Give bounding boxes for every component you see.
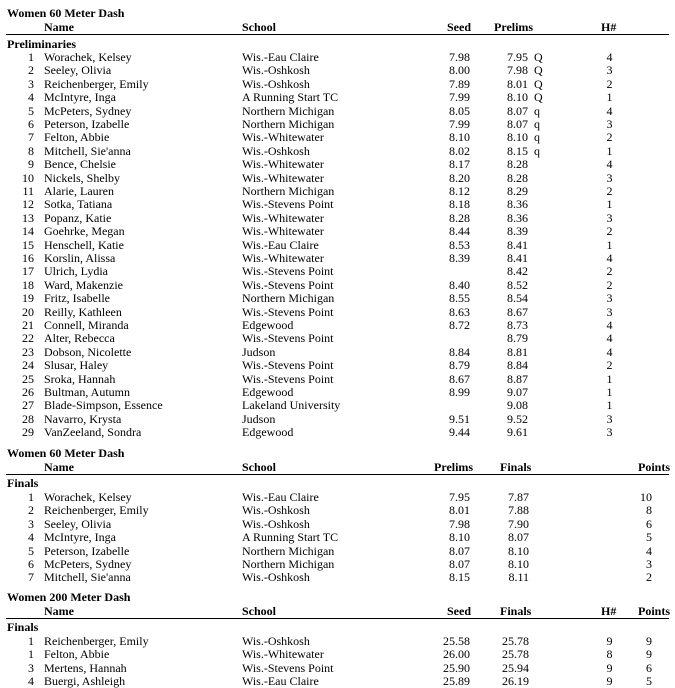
place-cell: 12 (22, 197, 34, 212)
school-name: Wis.-Whitewater (242, 170, 324, 185)
seed-time: 8.12 (449, 184, 470, 198)
school-name: Wis.-Eau Claire (242, 490, 319, 504)
prelim-time: 8.29 (507, 184, 528, 198)
school-name: Edgewood (242, 385, 294, 399)
place-cell: 29 (22, 425, 34, 440)
athlete-name: Slusar, Haley (44, 358, 109, 373)
school-name: Wis.-Stevens Point (242, 304, 334, 319)
prelim-time: 8.07 (449, 543, 470, 558)
heat-number: 2 (606, 358, 613, 373)
seed-time: 7.99 (449, 117, 470, 131)
final-time: 8.10 (508, 557, 529, 571)
points-cell: 8 (646, 503, 652, 518)
prelim-time: 8.81 (507, 344, 528, 359)
seed-time: 8.10 (449, 130, 470, 145)
col-header-points: Points (638, 604, 671, 618)
seed-time: 8.67 (449, 371, 470, 386)
prelim-time: 8.54 (507, 291, 528, 306)
prelim-time: 8.01 (449, 503, 470, 518)
heat-number: 1 (606, 197, 613, 212)
heat-number: 4 (606, 251, 613, 265)
seed-time: 8.20 (449, 170, 470, 185)
seed-time: 8.84 (449, 344, 470, 359)
heat-number: 1 (606, 371, 613, 386)
athlete-name: Alarie, Lauren (44, 184, 114, 198)
school-name: Wis.-Stevens Point (242, 371, 334, 386)
seed-time: 8.17 (449, 157, 470, 172)
heat-number: 2 (606, 76, 613, 91)
school-name: Wis.-Oshkosh (242, 570, 310, 585)
school-name: Northern Michigan (242, 543, 335, 558)
heat-number: 3 (606, 291, 613, 306)
seed-time: 8.53 (449, 237, 470, 252)
athlete-name: Korslin, Alissa (44, 251, 116, 265)
final-time: 25.78 (502, 647, 529, 662)
athlete-name: Sotka, Tatiana (44, 197, 113, 212)
seed-time: 8.00 (449, 63, 470, 78)
heat-number: 2 (606, 277, 613, 292)
seed-time: 8.44 (449, 224, 470, 239)
athlete-name: Navarro, Krysta (44, 411, 122, 426)
athlete-name: Seeley, Olivia (44, 63, 112, 78)
section-title: Women 60 Meter Dash (7, 6, 125, 20)
col-header-points: Points (638, 460, 671, 474)
seed-time: 8.02 (449, 143, 470, 158)
place-cell: 4 (28, 90, 34, 105)
athlete-name: Connell, Miranda (44, 318, 129, 332)
school-name: Wis.-Whitewater (242, 130, 324, 145)
place-cell: 13 (22, 210, 34, 225)
place-cell: 18 (22, 277, 34, 292)
place-cell: 24 (22, 358, 34, 373)
athlete-name: Ward, Makenzie (44, 277, 123, 292)
heat-number: 3 (606, 170, 613, 185)
school-name: Northern Michigan (242, 103, 335, 118)
prelim-time: 8.10 (507, 130, 528, 145)
prelim-time: 8.10 (507, 90, 528, 105)
school-name: Wis.-Eau Claire (242, 674, 319, 688)
school-name: Wis.-Stevens Point (242, 331, 334, 346)
final-time: 25.94 (502, 660, 529, 675)
col-header-prelims: Prelims (434, 460, 474, 474)
seed-time: 8.55 (449, 291, 470, 306)
seed-time: 8.39 (449, 251, 470, 265)
section-title: Women 200 Meter Dash (7, 590, 131, 604)
place-cell: 1 (28, 634, 34, 648)
athlete-name: Fritz, Isabelle (44, 291, 110, 306)
seed-time: 25.90 (443, 660, 470, 675)
school-name: A Running Start TC (242, 90, 339, 105)
athlete-name: Felton, Abbie (44, 130, 110, 145)
place-cell: 3 (28, 660, 34, 675)
athlete-name: Reilly, Kathleen (44, 304, 122, 319)
school-name: Judson (242, 344, 276, 359)
athlete-name: Popanz, Katie (44, 210, 112, 225)
col-header-seed: Seed (447, 20, 471, 34)
school-name: Edgewood (242, 425, 294, 440)
place-cell: 17 (22, 264, 34, 279)
col-header-school: School (242, 460, 277, 474)
place-cell: 9 (28, 157, 34, 172)
heat-number: 3 (606, 411, 613, 426)
seed-time: 7.98 (449, 50, 470, 64)
col-header-name: Name (44, 604, 74, 618)
section-title: Women 60 Meter Dash (7, 446, 125, 460)
athlete-name: Felton, Abbie (44, 647, 110, 662)
final-time: 25.78 (502, 634, 529, 648)
points-cell: 3 (646, 557, 652, 571)
prelim-time: 8.67 (507, 304, 528, 319)
seed-time: 8.63 (449, 304, 470, 319)
place-cell: 16 (22, 251, 34, 265)
school-name: Wis.-Oshkosh (242, 63, 310, 78)
final-time: 7.90 (508, 516, 529, 531)
col-header-heat: H# (601, 20, 617, 34)
athlete-name: Reichenberger, Emily (44, 634, 149, 648)
seed-time: 8.79 (449, 358, 470, 373)
school-name: Wis.-Stevens Point (242, 277, 334, 292)
prelim-time: 8.28 (507, 157, 528, 172)
round-label: Finals (7, 620, 39, 634)
place-cell: 4 (28, 530, 34, 545)
athlete-name: Blade-Simpson, Essence (44, 398, 163, 413)
prelim-time: 8.52 (507, 277, 528, 292)
athlete-name: Peterson, Izabelle (44, 543, 130, 558)
school-name: Northern Michigan (242, 184, 335, 198)
col-header-seed: Seed (447, 604, 471, 618)
school-name: Wis.-Eau Claire (242, 50, 319, 64)
final-time: 7.88 (508, 503, 529, 518)
prelim-time: 8.07 (507, 103, 528, 118)
prelim-time: 7.95 (449, 490, 470, 504)
divider (6, 474, 669, 475)
round-label: Finals (7, 476, 39, 490)
qualifier-mark: q (534, 117, 540, 131)
athlete-name: Mertens, Hannah (44, 660, 127, 675)
place-cell: 26 (22, 385, 34, 399)
school-name: Wis.-Whitewater (242, 157, 324, 172)
place-cell: 4 (28, 674, 34, 688)
heat-number: 4 (606, 344, 613, 359)
school-name: Wis.-Oshkosh (242, 516, 310, 531)
place-cell: 14 (22, 224, 34, 239)
points-cell: 2 (646, 570, 652, 585)
place-cell: 27 (22, 398, 34, 413)
prelim-time: 7.98 (449, 516, 470, 531)
athlete-name: McIntyre, Inga (44, 530, 116, 545)
qualifier-mark: Q (534, 63, 543, 78)
seed-time: 8.72 (449, 318, 470, 332)
points-cell: 10 (640, 490, 652, 504)
col-header-name: Name (44, 460, 74, 474)
athlete-name: Alter, Rebecca (44, 331, 115, 346)
heat-number: 3 (606, 63, 613, 78)
prelim-time: 8.84 (507, 358, 528, 373)
seed-time: 8.40 (449, 277, 470, 292)
athlete-name: Bence, Chelsie (44, 157, 116, 172)
place-cell: 1 (28, 647, 34, 662)
heat-number: 4 (606, 157, 613, 172)
school-name: Wis.-Whitewater (242, 647, 324, 662)
qualifier-mark: q (534, 103, 540, 118)
school-name: Wis.-Eau Claire (242, 237, 319, 252)
divider (6, 34, 669, 35)
qualifier-mark: Q (534, 90, 543, 105)
athlete-name: Mitchell, Sie'anna (44, 570, 131, 585)
place-cell: 3 (28, 516, 34, 531)
athlete-name: McIntyre, Inga (44, 90, 116, 105)
seed-time: 7.89 (449, 76, 470, 91)
seed-time: 9.44 (449, 425, 470, 440)
points-cell: 6 (646, 516, 652, 531)
school-name: Judson (242, 411, 276, 426)
prelim-time: 8.41 (507, 251, 528, 265)
athlete-name: Reichenberger, Emily (44, 76, 149, 91)
points-cell: 6 (646, 660, 652, 675)
place-cell: 3 (28, 76, 34, 91)
athlete-name: VanZeeland, Sondra (44, 425, 142, 440)
heat-number: 3 (606, 210, 613, 225)
points-cell: 4 (646, 543, 652, 558)
athlete-name: McPeters, Sydney (44, 103, 132, 118)
athlete-name: Reichenberger, Emily (44, 503, 149, 518)
prelim-time: 9.08 (507, 398, 528, 413)
athlete-name: Goehrke, Megan (44, 224, 125, 239)
place-cell: 5 (28, 103, 34, 118)
heat-number: 1 (606, 385, 613, 399)
place-cell: 1 (28, 490, 34, 504)
school-name: Wis.-Whitewater (242, 210, 324, 225)
heat-number: 2 (606, 264, 613, 279)
athlete-name: Nickels, Shelby (44, 170, 120, 185)
heat-number: 3 (606, 304, 613, 319)
heat-number: 1 (606, 90, 613, 105)
place-cell: 20 (22, 304, 34, 319)
points-cell: 5 (646, 530, 652, 545)
round-label: Preliminaries (7, 37, 77, 51)
place-cell: 23 (22, 344, 34, 359)
place-cell: 25 (22, 371, 34, 386)
seed-time: 26.00 (443, 647, 470, 662)
athlete-name: Worachek, Kelsey (44, 50, 132, 64)
final-time: 8.11 (508, 570, 529, 585)
heat-number: 1 (606, 237, 613, 252)
school-name: Lakeland University (242, 398, 341, 413)
col-header-school: School (242, 604, 277, 618)
athlete-name: Dobson, Nicolette (44, 344, 132, 359)
athlete-name: Sroka, Hannah (44, 371, 116, 386)
col-header-name: Name (44, 20, 74, 34)
col-header-prelims: Prelims (494, 20, 534, 34)
points-cell: 9 (646, 634, 652, 648)
heat-number: 2 (606, 224, 613, 239)
place-cell: 2 (28, 63, 34, 78)
heat-number: 9 (606, 634, 613, 648)
prelim-time: 8.07 (507, 117, 528, 131)
heat-number: 9 (606, 660, 613, 675)
place-cell: 19 (22, 291, 34, 306)
place-cell: 5 (28, 543, 34, 558)
heat-number: 1 (606, 398, 613, 413)
qualifier-mark: q (534, 143, 540, 158)
heat-number: 2 (606, 184, 613, 198)
place-cell: 6 (28, 117, 34, 131)
col-header-school: School (242, 20, 277, 34)
final-time: 8.07 (508, 530, 529, 545)
place-cell: 2 (28, 503, 34, 518)
place-cell: 1 (28, 50, 34, 64)
seed-time: 25.58 (443, 634, 470, 648)
final-time: 26.19 (502, 674, 529, 688)
prelim-time: 8.79 (507, 331, 528, 346)
col-header-heat: H# (601, 604, 617, 618)
seed-time: 7.99 (449, 90, 470, 105)
qualifier-mark: q (534, 130, 540, 145)
heat-number: 4 (606, 331, 613, 346)
place-cell: 22 (22, 331, 34, 346)
athlete-name: Ulrich, Lydia (44, 264, 108, 279)
place-cell: 11 (22, 184, 34, 198)
prelim-time: 8.15 (507, 143, 528, 158)
athlete-name: Seeley, Olivia (44, 516, 112, 531)
heat-number: 4 (606, 103, 613, 118)
prelim-time: 8.07 (449, 557, 470, 571)
school-name: Edgewood (242, 318, 294, 332)
prelim-time: 8.39 (507, 224, 528, 239)
athlete-name: Worachek, Kelsey (44, 490, 132, 504)
school-name: A Running Start TC (242, 530, 339, 545)
heat-number: 8 (606, 647, 613, 662)
school-name: Wis.-Whitewater (242, 251, 324, 265)
place-cell: 28 (22, 411, 34, 426)
athlete-name: Henschell, Katie (44, 237, 124, 252)
points-cell: 5 (646, 674, 652, 688)
prelim-time: 8.10 (449, 530, 470, 545)
school-name: Wis.-Stevens Point (242, 358, 334, 373)
qualifier-mark: Q (534, 76, 543, 91)
prelim-time: 9.52 (507, 411, 528, 426)
place-cell: 15 (22, 237, 34, 252)
prelim-time: 9.07 (507, 385, 528, 399)
prelim-time: 9.61 (507, 425, 528, 440)
athlete-name: McPeters, Sydney (44, 557, 132, 571)
prelim-time: 8.36 (507, 197, 528, 212)
athlete-name: Bultman, Autumn (44, 385, 131, 399)
final-time: 8.10 (508, 543, 529, 558)
seed-time: 9.51 (449, 411, 470, 426)
heat-number: 9 (606, 674, 613, 688)
points-cell: 9 (646, 647, 652, 662)
prelim-time: 8.87 (507, 371, 528, 386)
heat-number: 4 (606, 318, 613, 332)
place-cell: 7 (28, 130, 34, 145)
school-name: Wis.-Stevens Point (242, 264, 334, 279)
place-cell: 7 (28, 570, 34, 585)
school-name: Northern Michigan (242, 117, 335, 131)
athlete-name: Buergi, Ashleigh (44, 674, 126, 688)
school-name: Northern Michigan (242, 291, 335, 306)
final-time: 7.87 (508, 490, 529, 504)
place-cell: 8 (28, 143, 34, 158)
seed-time: 8.05 (449, 103, 470, 118)
prelim-time: 8.41 (507, 237, 528, 252)
school-name: Wis.-Oshkosh (242, 503, 310, 518)
col-header-finals: Finals (500, 460, 532, 474)
school-name: Wis.-Stevens Point (242, 197, 334, 212)
athlete-name: Peterson, Izabelle (44, 117, 130, 131)
divider (6, 618, 669, 619)
seed-time: 8.28 (449, 210, 470, 225)
prelim-time: 8.73 (507, 318, 528, 332)
seed-time: 8.99 (449, 385, 470, 399)
prelim-time: 8.36 (507, 210, 528, 225)
heat-number: 4 (606, 50, 613, 64)
prelim-time: 8.28 (507, 170, 528, 185)
place-cell: 10 (22, 170, 34, 185)
place-cell: 6 (28, 557, 34, 571)
prelim-time: 8.42 (507, 264, 528, 279)
qualifier-mark: Q (534, 50, 543, 64)
school-name: Wis.-Whitewater (242, 224, 324, 239)
place-cell: 21 (22, 318, 34, 332)
heat-number: 1 (606, 143, 613, 158)
school-name: Wis.-Oshkosh (242, 76, 310, 91)
athlete-name: Mitchell, Sie'anna (44, 143, 131, 158)
prelim-time: 7.95 (507, 50, 528, 64)
prelim-time: 7.98 (507, 63, 528, 78)
heat-number: 2 (606, 130, 613, 145)
seed-time: 8.18 (449, 197, 470, 212)
school-name: Wis.-Stevens Point (242, 660, 334, 675)
prelim-time: 8.01 (507, 76, 528, 91)
school-name: Wis.-Oshkosh (242, 143, 310, 158)
prelim-time: 8.15 (449, 570, 470, 585)
col-header-finals: Finals (500, 604, 532, 618)
heat-number: 3 (606, 117, 613, 131)
school-name: Wis.-Oshkosh (242, 634, 310, 648)
school-name: Northern Michigan (242, 557, 335, 571)
heat-number: 3 (606, 425, 613, 440)
seed-time: 25.89 (443, 674, 470, 688)
